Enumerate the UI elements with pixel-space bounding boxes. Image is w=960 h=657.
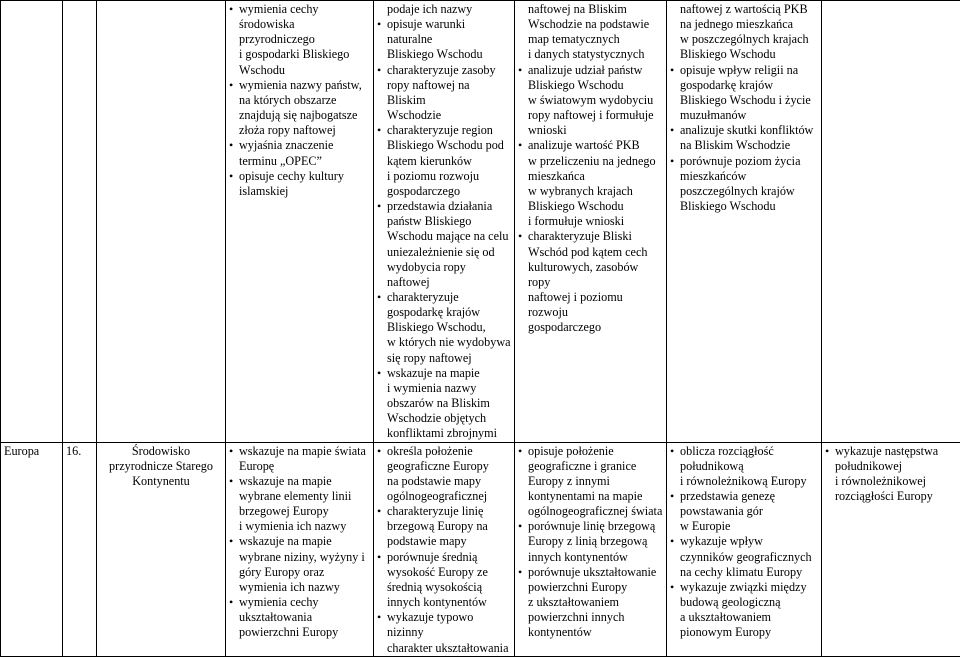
- list-item-continuation: geograficzne Europy: [387, 459, 511, 474]
- list-item: [229, 2, 370, 78]
- list-item-continuation: wysokość Europy ze: [387, 565, 511, 580]
- list-item-continuation: i gospodarki Bliskiego: [239, 47, 370, 62]
- requirements-cell-5: [822, 1, 960, 443]
- list-item-continuation: południkowej: [835, 459, 957, 474]
- list-item-continuation: kontynentami na mapie: [528, 489, 663, 504]
- list-item-text: • charakteryzuje: [387, 290, 511, 305]
- list-item-continuation: południkową: [680, 459, 818, 474]
- list-item-continuation: ogólnogeograficznej: [387, 489, 511, 504]
- list-item-text: • opisuje położenie: [528, 444, 663, 459]
- list-item-text: • porównuje ukształtowanie: [528, 565, 663, 580]
- list-item: [229, 444, 370, 474]
- list-item-text: • wykazuje wpływ: [680, 534, 818, 549]
- table-row: [1, 442, 960, 656]
- list-item-text: • wymienia nazwy państw,: [239, 78, 370, 93]
- list-item-continuation: ogólnogeograficznej świata: [528, 504, 663, 519]
- list-item-continuation: Wschodzie na podstawie: [528, 17, 663, 32]
- list-item: [377, 610, 511, 655]
- list-item-text: • wykazuje związki między: [680, 580, 818, 595]
- list-item-continuation: brzegowej Europy: [239, 504, 370, 519]
- list-item-continuation: wybrane elementy linii: [239, 489, 370, 504]
- list-item-text: • wymienia cechy: [239, 595, 370, 610]
- table-row: [1, 1, 960, 443]
- list-item-text: • wskazuje na mapie: [239, 534, 370, 549]
- list-item-continuation: i poziomu rozwoju: [387, 169, 511, 184]
- list-item-continuation: pionowym Europy: [680, 625, 818, 640]
- list-item-text: • wyjaśnia znaczenie: [239, 138, 370, 153]
- list-item: [377, 123, 511, 199]
- list-item: [670, 154, 818, 215]
- list-item: [518, 63, 663, 139]
- list-item: [377, 2, 511, 17]
- requirements-list: [377, 2, 511, 442]
- requirements-list: [377, 444, 511, 656]
- list-item-continuation: powstawania gór: [680, 504, 818, 519]
- list-item-text: • analizuje wartość PKB: [528, 138, 663, 153]
- list-item-continuation: w poszczególnych krajach: [680, 32, 818, 47]
- list-item-continuation: Wschodu mające na celu: [387, 229, 511, 244]
- lesson-number-cell: [63, 1, 97, 443]
- list-item-text: • wykazuje następstwa: [835, 444, 957, 459]
- list-item-continuation: ropy naftowej na Bliskim: [387, 78, 511, 108]
- list-item-continuation: Bliskiego Wschodu: [528, 199, 663, 214]
- requirements-list: [825, 444, 957, 505]
- list-item-continuation: poszczególnych krajów: [680, 184, 818, 199]
- list-item-text: • przedstawia genezę: [680, 489, 818, 504]
- list-item-text: • określa położenie: [387, 444, 511, 459]
- topic-cell: Środowisko przyrodnicze Starego Kontynentu: [97, 442, 226, 656]
- region-cell: [1, 1, 63, 443]
- list-item-continuation: Wschodzie objętych: [387, 411, 511, 426]
- list-item-continuation: muzułmanów: [680, 108, 818, 123]
- requirements-list: [518, 2, 663, 335]
- list-item-continuation: w Europie: [680, 519, 818, 534]
- list-item-continuation: podaje ich nazwy: [387, 2, 511, 17]
- list-item-continuation: średnią wysokością: [387, 580, 511, 595]
- list-item-text: • wymienia cechy: [239, 2, 370, 17]
- list-item: [229, 169, 370, 199]
- list-item: [518, 229, 663, 335]
- list-item-continuation: terminu „OPEC”: [239, 154, 370, 169]
- list-item-continuation: wymienia ich nazwy: [239, 580, 370, 595]
- list-item: [670, 580, 818, 641]
- list-item-continuation: Bliskiego Wschodu,: [387, 320, 511, 335]
- list-item-continuation: i formułuje wnioski: [528, 214, 663, 229]
- list-item-continuation: a ukształtowaniem: [680, 610, 818, 625]
- list-item-continuation: Bliskiego Wschodu i życie: [680, 93, 818, 108]
- list-item-continuation: naftowej z wartością PKB: [680, 2, 818, 17]
- requirements-list: [229, 2, 370, 199]
- list-item-continuation: z ukształtowaniem: [528, 595, 663, 610]
- requirements-cell-3: [515, 442, 667, 656]
- requirements-cell-1: [226, 442, 374, 656]
- list-item-text: • charakteryzuje zasoby: [387, 63, 511, 78]
- list-item-continuation: kulturowych, zasobów ropy: [528, 260, 663, 290]
- list-item-text: • charakteryzuje linię: [387, 504, 511, 519]
- list-item-text: • charakteryzuje Bliski: [528, 229, 663, 244]
- list-item-text: • opisuje wpływ religii na: [680, 63, 818, 78]
- list-item-text: • porównuje średnią: [387, 550, 511, 565]
- list-item: [670, 489, 818, 534]
- lesson-number-cell: 16.: [63, 442, 97, 656]
- region-cell: Europa: [1, 442, 63, 656]
- list-item: [518, 138, 663, 229]
- topic-cell: [97, 1, 226, 443]
- list-item-continuation: kontynentów: [528, 625, 663, 640]
- list-item-continuation: i wymienia nazwy: [387, 381, 511, 396]
- list-item-continuation: islamskiej: [239, 184, 370, 199]
- list-item-text: • porównuje poziom życia: [680, 154, 818, 169]
- list-item-continuation: wnioski: [528, 123, 663, 138]
- list-item-continuation: Bliskiego Wschodu: [387, 47, 511, 62]
- list-item: [518, 565, 663, 641]
- list-item: [377, 199, 511, 290]
- list-item: [670, 444, 818, 489]
- list-item-continuation: Bliskiego Wschodu pod: [387, 138, 511, 153]
- list-item: [825, 444, 957, 505]
- list-item: [229, 474, 370, 535]
- list-item-text: • charakteryzuje region: [387, 123, 511, 138]
- list-item-continuation: Bliskiego Wschodu: [680, 47, 818, 62]
- requirements-list: [518, 444, 663, 641]
- list-item: [377, 504, 511, 549]
- list-item: [670, 534, 818, 579]
- list-item-continuation: gospodarkę krajów: [387, 305, 511, 320]
- list-item-continuation: Europy z innymi: [528, 474, 663, 489]
- list-item-continuation: geograficzne i granice: [528, 459, 663, 474]
- list-item-continuation: Wschód pod kątem cech: [528, 245, 663, 260]
- list-item: [229, 534, 370, 595]
- requirements-cell-3: [515, 1, 667, 443]
- list-item-continuation: Bliskiego Wschodu: [528, 78, 663, 93]
- requirements-cell-1: [226, 1, 374, 443]
- list-item-continuation: i równoleżnikową Europy: [680, 474, 818, 489]
- requirements-cell-4: [667, 1, 822, 443]
- list-item-continuation: i wymienia ich nazwy: [239, 519, 370, 534]
- list-item-continuation: środowiska: [239, 17, 370, 32]
- list-item: [377, 550, 511, 611]
- list-item-continuation: powierzchni innych: [528, 610, 663, 625]
- list-item-continuation: gospodarkę krajów: [680, 78, 818, 93]
- list-item: [670, 2, 818, 63]
- list-item-continuation: innych kontynentów: [528, 550, 663, 565]
- list-item-text: • analizuje skutki konfliktów: [680, 123, 818, 138]
- list-item-continuation: się ropy naftowej: [387, 351, 511, 366]
- list-item: [377, 17, 511, 62]
- list-item-text: • opisuje warunki naturalne: [387, 17, 511, 47]
- list-item-continuation: znajdują się najbogatsze: [239, 108, 370, 123]
- list-item-continuation: mieszkańców: [680, 169, 818, 184]
- list-item-continuation: naftowej i poziomu rozwoju: [528, 290, 663, 320]
- list-item-continuation: Europę: [239, 459, 370, 474]
- list-item-continuation: ropy naftowej i formułuje: [528, 108, 663, 123]
- list-item-continuation: w przeliczeniu na jednego: [528, 154, 663, 169]
- list-item-continuation: kątem kierunków: [387, 154, 511, 169]
- list-item: [377, 366, 511, 442]
- list-item-continuation: naftowej na Bliskim: [528, 2, 663, 17]
- requirements-cell-2: [374, 1, 515, 443]
- list-item-continuation: gospodarczego: [528, 320, 663, 335]
- list-item-text: • wskazuje na mapie: [387, 366, 511, 381]
- requirements-list: [670, 2, 818, 214]
- requirements-cell-5: [822, 442, 960, 656]
- list-item-continuation: Wschodzie: [387, 108, 511, 123]
- list-item: [229, 595, 370, 640]
- list-item-continuation: i równoleżnikowej: [835, 474, 957, 489]
- requirements-list: [229, 444, 370, 641]
- list-item-continuation: państw Bliskiego: [387, 214, 511, 229]
- requirements-cell-4: [667, 442, 822, 656]
- list-item-text: • wskazuje na mapie świata: [239, 444, 370, 459]
- list-item-continuation: i danych statystycznych: [528, 47, 663, 62]
- list-item-continuation: Europy z linią brzegową: [528, 534, 663, 549]
- list-item-continuation: brzegową Europy na: [387, 519, 511, 534]
- list-item-continuation: innych kontynentów: [387, 595, 511, 610]
- list-item-continuation: ukształtowania: [239, 610, 370, 625]
- list-item-text: • oblicza rozciągłość: [680, 444, 818, 459]
- list-item-continuation: na jednego mieszkańca: [680, 17, 818, 32]
- list-item-continuation: konfliktami zbrojnymi: [387, 426, 511, 441]
- list-item-continuation: na podstawie mapy: [387, 474, 511, 489]
- list-item: [377, 290, 511, 366]
- list-item: [518, 519, 663, 564]
- list-item-continuation: wybrane niziny, wyżyny i: [239, 550, 370, 565]
- list-item-continuation: wydobycia ropy naftowej: [387, 260, 511, 290]
- list-item-continuation: na cechy klimatu Europy: [680, 565, 818, 580]
- list-item-continuation: obszarów na Bliskim: [387, 396, 511, 411]
- list-item-continuation: charakter ukształtowania: [387, 641, 511, 656]
- list-item: [518, 444, 663, 520]
- list-item-continuation: mieszkańca: [528, 169, 663, 184]
- list-item: [377, 63, 511, 124]
- list-item-text: • wykazuje typowo nizinny: [387, 610, 511, 640]
- list-item-text: • wskazuje na mapie: [239, 474, 370, 489]
- list-item-continuation: w wybranych krajach: [528, 184, 663, 199]
- list-item-continuation: rozciągłości Europy: [835, 489, 957, 504]
- list-item-continuation: góry Europy oraz: [239, 565, 370, 580]
- list-item-continuation: Bliskiego Wschodu: [680, 199, 818, 214]
- list-item-continuation: map tematycznych: [528, 32, 663, 47]
- list-item: [518, 2, 663, 63]
- list-item: [377, 444, 511, 505]
- list-item: [229, 78, 370, 139]
- list-item-continuation: na Bliskim Wschodzie: [680, 138, 818, 153]
- list-item-continuation: Wschodu: [239, 63, 370, 78]
- list-item-continuation: przyrodniczego: [239, 32, 370, 47]
- list-item: [229, 138, 370, 168]
- list-item-text: • analizuje udział państw: [528, 63, 663, 78]
- list-item-continuation: złoża ropy naftowej: [239, 123, 370, 138]
- list-item-continuation: podstawie mapy: [387, 534, 511, 549]
- list-item: [670, 63, 818, 124]
- list-item-continuation: uniezależnienie się od: [387, 245, 511, 260]
- list-item-continuation: w światowym wydobyciu: [528, 93, 663, 108]
- list-item-continuation: czynników geograficznych: [680, 550, 818, 565]
- list-item-continuation: na których obszarze: [239, 93, 370, 108]
- list-item-continuation: budową geologiczną: [680, 595, 818, 610]
- list-item: [670, 123, 818, 153]
- list-item-text: • porównuje linię brzegową: [528, 519, 663, 534]
- list-item-continuation: powierzchni Europy: [528, 580, 663, 595]
- list-item-text: • opisuje cechy kultury: [239, 169, 370, 184]
- requirements-list: [670, 444, 818, 641]
- list-item-continuation: w których nie wydobywa: [387, 335, 511, 350]
- list-item-text: • przedstawia działania: [387, 199, 511, 214]
- requirements-cell-2: [374, 442, 515, 656]
- list-item-continuation: gospodarczego: [387, 184, 511, 199]
- list-item-continuation: powierzchni Europy: [239, 625, 370, 640]
